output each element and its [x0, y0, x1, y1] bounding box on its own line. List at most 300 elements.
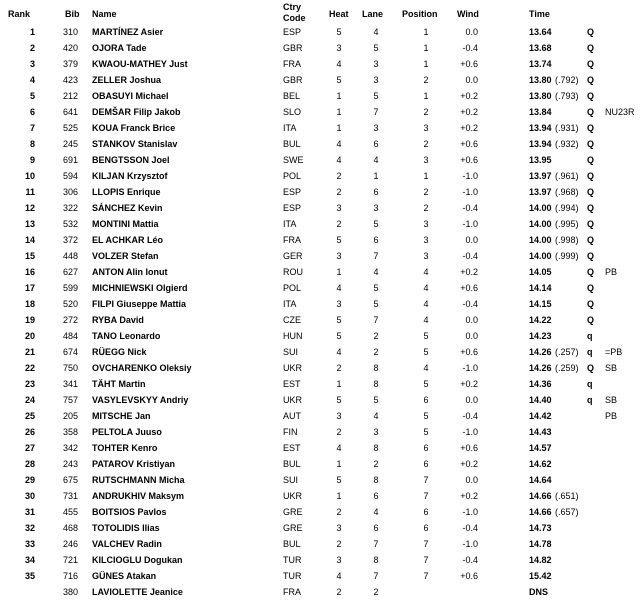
precise-time: (.994) [555, 203, 579, 213]
heat-cell: 5 [336, 315, 342, 325]
qualification-mark: q [587, 331, 593, 341]
heat-cell: 5 [336, 27, 342, 37]
qualification-mark: Q [587, 187, 595, 197]
heat-cell: 2 [336, 587, 342, 597]
header-ctry: Ctry [283, 2, 302, 12]
lane-cell: 3 [373, 59, 379, 69]
time-cell: 13.97 [529, 171, 552, 181]
position-cell: 3 [423, 155, 429, 165]
time-cell: 14.73 [529, 523, 552, 533]
heat-cell: 1 [336, 459, 342, 469]
rank-cell: 25 [24, 411, 35, 421]
bib-cell: 341 [62, 379, 78, 389]
country-code: SWE [283, 155, 304, 165]
athlete-name: SÁNCHEZ Kevin [92, 203, 163, 213]
position-cell: 6 [423, 395, 429, 405]
time-cell: 13.94 [529, 123, 552, 133]
wind-cell: +0.6 [460, 59, 478, 69]
rank-cell: 31 [24, 507, 35, 517]
bib-cell: 342 [62, 443, 78, 453]
time-cell: 14.42 [529, 411, 552, 421]
athlete-name: BENGTSSON Joel [92, 155, 170, 165]
athlete-name: GÜNES Atakan [92, 571, 157, 581]
country-code: CZE [283, 315, 301, 325]
precise-time: (.257) [555, 347, 579, 357]
position-cell: 5 [423, 427, 429, 437]
table-row [0, 41, 642, 57]
heat-cell: 3 [336, 523, 342, 533]
rank-cell: 30 [24, 491, 35, 501]
time-cell: 13.97 [529, 187, 552, 197]
athlete-name: VALCHEV Radin [92, 539, 162, 549]
record-mark: PB [605, 267, 618, 277]
rank-cell: 21 [24, 347, 35, 357]
rank-cell: 11 [25, 187, 35, 197]
country-code: ESP [283, 203, 302, 213]
heat-cell: 4 [336, 571, 342, 581]
country-code: TUR [283, 555, 302, 565]
bib-cell: 379 [62, 59, 78, 69]
rank-cell: 24 [24, 395, 35, 405]
rank-cell: 33 [24, 539, 35, 549]
heat-cell: 4 [336, 139, 342, 149]
table-row [0, 105, 642, 121]
rank-cell: 22 [24, 363, 35, 373]
rank-cell: 1 [29, 27, 35, 37]
table-row [0, 393, 642, 409]
heat-cell: 4 [336, 59, 342, 69]
position-cell: 1 [423, 91, 429, 101]
rank-cell: 27 [24, 443, 35, 453]
wind-cell: -0.4 [462, 43, 478, 53]
position-cell: 2 [423, 139, 429, 149]
qualification-mark: Q [587, 123, 595, 133]
rank-cell: 19 [24, 315, 35, 325]
table-row [0, 169, 642, 185]
table-row [0, 121, 642, 137]
qualification-mark: Q [587, 59, 595, 69]
heat-cell: 5 [336, 395, 342, 405]
time-cell: 15.42 [529, 571, 552, 581]
position-cell: 6 [423, 507, 429, 517]
time-cell: 13.84 [529, 107, 552, 117]
lane-cell: 2 [373, 347, 379, 357]
time-cell: 13.80 [529, 91, 552, 101]
precise-time: (.968) [555, 187, 579, 197]
precise-time: (.998) [555, 235, 579, 245]
wind-cell: +0.2 [460, 123, 478, 133]
bib-cell: 420 [62, 43, 78, 53]
heat-cell: 2 [336, 171, 342, 181]
results-table-body [0, 25, 642, 601]
wind-cell: -1.0 [462, 171, 478, 181]
rank-cell: 2 [29, 43, 35, 53]
wind-cell: -1.0 [462, 507, 478, 517]
wind-cell: -1.0 [462, 363, 478, 373]
rank-cell: 10 [24, 171, 35, 181]
position-cell: 7 [423, 491, 429, 501]
athlete-name: OBASUYI Michael [92, 91, 169, 101]
qualification-mark: Q [587, 75, 595, 85]
record-mark: SB [605, 395, 618, 405]
athlete-name: OVCHARENKO Oleksiy [92, 363, 192, 373]
position-cell: 2 [423, 203, 429, 213]
country-code: TUR [283, 571, 302, 581]
bib-cell: 423 [62, 75, 78, 85]
position-cell: 5 [423, 379, 429, 389]
rank-cell: 28 [24, 459, 35, 469]
bib-cell: 245 [62, 139, 78, 149]
qualification-mark: Q [587, 155, 595, 165]
athlete-name: TOHTER Kenro [92, 443, 158, 453]
country-code: BUL [283, 539, 301, 549]
athlete-name: KWAOU-MATHEY Just [92, 59, 188, 69]
wind-cell: +0.6 [460, 571, 478, 581]
qualification-mark: Q [587, 43, 595, 53]
lane-cell: 8 [373, 475, 379, 485]
header-code: Code [283, 13, 306, 23]
lane-cell: 3 [373, 427, 379, 437]
time-cell: 14.57 [529, 443, 552, 453]
time-cell: 14.26 [529, 347, 552, 357]
country-code: POL [283, 171, 302, 181]
wind-cell: +0.2 [460, 267, 478, 277]
heat-cell: 2 [336, 187, 342, 197]
heat-cell: 1 [336, 267, 342, 277]
position-cell: 6 [423, 523, 429, 533]
lane-cell: 4 [373, 411, 379, 421]
lane-cell: 5 [373, 91, 379, 101]
lane-cell: 8 [373, 363, 379, 373]
qualification-mark: Q [587, 107, 595, 117]
country-code: ITA [283, 123, 297, 133]
rank-cell: 4 [29, 75, 35, 85]
wind-cell: +0.2 [460, 107, 478, 117]
bib-cell: 322 [62, 203, 78, 213]
heat-cell: 1 [336, 107, 342, 117]
table-row [0, 457, 642, 473]
country-code: UKR [283, 395, 303, 405]
rank-cell: 12 [24, 203, 35, 213]
rank-cell: 5 [29, 91, 35, 101]
wind-cell: -1.0 [462, 427, 478, 437]
qualification-mark: Q [587, 219, 595, 229]
country-code: ROU [283, 267, 303, 277]
athlete-name: KOUA Franck Brice [92, 123, 176, 133]
athlete-name: LLOPIS Enrique [92, 187, 161, 197]
precise-time: (.995) [555, 219, 579, 229]
athlete-name: EL ACHKAR Léo [92, 235, 164, 245]
header-lane: Lane [362, 9, 384, 19]
lane-cell: 2 [373, 587, 379, 597]
lane-cell: 4 [373, 155, 379, 165]
rank-cell: 6 [29, 107, 35, 117]
bib-cell: 468 [62, 523, 78, 533]
precise-time: (.931) [555, 123, 579, 133]
heat-cell: 5 [336, 475, 342, 485]
rank-cell: 17 [24, 283, 35, 293]
athlete-name: MARTÍNEZ Asier [92, 27, 164, 37]
qualification-mark: Q [587, 171, 595, 181]
time-cell: 14.23 [529, 331, 552, 341]
precise-time: (.932) [555, 139, 579, 149]
position-cell: 2 [423, 107, 429, 117]
country-code: SLO [283, 107, 302, 117]
table-row [0, 521, 642, 537]
country-code: HUN [283, 331, 303, 341]
qualification-mark: Q [587, 299, 595, 309]
record-mark: SB [605, 363, 618, 373]
wind-cell: -1.0 [462, 539, 478, 549]
wind-cell: +0.6 [460, 139, 478, 149]
country-code: GBR [283, 75, 303, 85]
lane-cell: 7 [373, 315, 379, 325]
qualification-mark: Q [587, 27, 595, 37]
wind-cell: -0.4 [462, 523, 478, 533]
bib-cell: 691 [62, 155, 78, 165]
wind-cell: +0.6 [460, 443, 478, 453]
heat-cell: 2 [336, 219, 342, 229]
rank-cell: 3 [29, 59, 35, 69]
table-row [0, 201, 642, 217]
rank-cell: 23 [24, 379, 35, 389]
bib-cell: 205 [62, 411, 78, 421]
heat-cell: 3 [336, 555, 342, 565]
heat-cell: 5 [336, 75, 342, 85]
table-row [0, 73, 642, 89]
wind-cell: 0.0 [465, 27, 478, 37]
lane-cell: 6 [373, 235, 379, 245]
heat-cell: 5 [336, 235, 342, 245]
table-row [0, 553, 642, 569]
table-row [0, 249, 642, 265]
lane-cell: 5 [373, 299, 379, 309]
heat-cell: 4 [336, 155, 342, 165]
time-cell: 14.43 [529, 427, 552, 437]
header-bib: Bib [65, 9, 80, 19]
qualification-mark: Q [587, 363, 595, 373]
heat-cell: 4 [336, 443, 342, 453]
header-position: Position [402, 9, 438, 19]
table-row [0, 569, 642, 585]
lane-cell: 6 [373, 139, 379, 149]
wind-cell: 0.0 [465, 331, 478, 341]
qualification-mark: Q [587, 235, 595, 245]
athlete-name: LAVIOLETTE Jeanice [92, 587, 183, 597]
table-row [0, 489, 642, 505]
table-row [0, 537, 642, 553]
rank-cell: 34 [24, 555, 35, 565]
country-code: FIN [283, 427, 298, 437]
lane-cell: 5 [373, 219, 379, 229]
time-cell: 14.00 [529, 219, 552, 229]
country-code: SUI [283, 347, 299, 357]
country-code: GRE [283, 523, 303, 533]
heat-cell: 1 [336, 91, 342, 101]
lane-cell: 8 [373, 443, 379, 453]
lane-cell: 4 [373, 27, 379, 37]
country-code: BUL [283, 139, 301, 149]
time-cell: 14.82 [529, 555, 552, 565]
bib-cell: 532 [62, 219, 78, 229]
position-cell: 4 [423, 299, 429, 309]
record-mark: PB [605, 411, 618, 421]
heat-cell: 5 [336, 331, 342, 341]
athlete-name: PELTOLA Juuso [92, 427, 162, 437]
table-row [0, 297, 642, 313]
qualification-mark: q [587, 379, 593, 389]
lane-cell: 6 [373, 523, 379, 533]
position-cell: 3 [423, 219, 429, 229]
heat-cell: 3 [336, 203, 342, 213]
athlete-name: OJORA Tade [92, 43, 147, 53]
record-mark: NU23R [605, 107, 635, 117]
athlete-name: TÄHT Martin [92, 379, 146, 389]
wind-cell: -0.4 [462, 411, 478, 421]
rank-cell: 13 [24, 219, 35, 229]
bib-cell: 757 [62, 395, 78, 405]
country-code: ITA [283, 219, 297, 229]
table-row [0, 217, 642, 233]
athlete-name: ZELLER Joshua [92, 75, 162, 85]
time-cell: 14.00 [529, 203, 552, 213]
bib-cell: 306 [62, 187, 78, 197]
position-cell: 3 [423, 251, 429, 261]
rank-cell: 29 [24, 475, 35, 485]
rank-cell: 35 [24, 571, 35, 581]
position-cell: 3 [423, 123, 429, 133]
time-cell: 14.64 [529, 475, 552, 485]
time-cell: 14.66 [529, 507, 552, 517]
header-time: Time [529, 9, 550, 19]
table-header [0, 0, 642, 26]
table-row [0, 585, 642, 601]
lane-cell: 5 [373, 283, 379, 293]
position-cell: 4 [423, 283, 429, 293]
header-rank: Rank [8, 9, 31, 19]
qualification-mark: Q [587, 139, 595, 149]
heat-cell: 2 [336, 363, 342, 373]
lane-cell: 7 [373, 539, 379, 549]
lane-cell: 4 [373, 267, 379, 277]
precise-time: (.793) [555, 91, 579, 101]
rank-cell: 8 [29, 139, 35, 149]
country-code: GRE [283, 507, 303, 517]
precise-time: (.792) [555, 75, 579, 85]
wind-cell: -0.4 [462, 203, 478, 213]
position-cell: 7 [423, 475, 429, 485]
time-cell: 13.74 [529, 59, 552, 69]
country-code: ITA [283, 299, 297, 309]
lane-cell: 5 [373, 43, 379, 53]
heat-cell: 2 [336, 427, 342, 437]
wind-cell: +0.2 [460, 459, 478, 469]
precise-time: (.651) [555, 491, 579, 501]
time-cell: 14.62 [529, 459, 552, 469]
position-cell: 1 [423, 43, 429, 53]
qualification-mark: Q [587, 91, 595, 101]
athlete-name: DEMŠAR Filip Jakob [92, 107, 181, 117]
athlete-name: TOTOLIDIS Ilias [92, 523, 160, 533]
wind-cell: 0.0 [465, 315, 478, 325]
lane-cell: 8 [373, 555, 379, 565]
position-cell: 4 [423, 315, 429, 325]
wind-cell: -0.4 [462, 555, 478, 565]
bib-cell: 731 [62, 491, 78, 501]
bib-cell: 484 [62, 331, 78, 341]
time-cell: 14.00 [529, 235, 552, 245]
heat-cell: 3 [336, 411, 342, 421]
time-cell: 14.05 [529, 267, 552, 277]
table-row [0, 409, 642, 425]
athlete-name: ANTON Alin Ionut [92, 267, 168, 277]
qualification-mark: Q [587, 251, 595, 261]
lane-cell: 8 [373, 379, 379, 389]
precise-time: (.999) [555, 251, 579, 261]
country-code: POL [283, 283, 302, 293]
position-cell: 7 [423, 555, 429, 565]
rank-cell: 18 [24, 299, 35, 309]
table-row [0, 361, 642, 377]
qualification-mark: Q [587, 315, 595, 325]
position-cell: 2 [423, 75, 429, 85]
bib-cell: 358 [62, 427, 78, 437]
bib-cell: 594 [62, 171, 78, 181]
rank-cell: 26 [24, 427, 35, 437]
lane-cell: 2 [373, 459, 379, 469]
position-cell: 1 [423, 171, 429, 181]
table-row [0, 377, 642, 393]
table-row [0, 233, 642, 249]
table-row [0, 281, 642, 297]
rank-cell: 20 [24, 331, 35, 341]
bib-cell: 641 [62, 107, 78, 117]
qualification-mark: Q [587, 203, 595, 213]
wind-cell: +0.2 [460, 379, 478, 389]
lane-cell: 7 [373, 251, 379, 261]
lane-cell: 2 [373, 331, 379, 341]
athlete-name: RYBA David [92, 315, 144, 325]
time-cell: 14.22 [529, 315, 552, 325]
time-cell: DNS [529, 587, 549, 597]
wind-cell: -1.0 [462, 187, 478, 197]
wind-cell: +0.6 [460, 155, 478, 165]
table-row [0, 313, 642, 329]
heat-cell: 2 [336, 539, 342, 549]
country-code: FRA [283, 587, 301, 597]
time-cell: 14.40 [529, 395, 552, 405]
table-row [0, 185, 642, 201]
country-code: AUT [283, 411, 301, 421]
bib-cell: 716 [62, 571, 78, 581]
bib-cell: 246 [62, 539, 78, 549]
position-cell: 5 [423, 411, 429, 421]
country-code: GER [283, 251, 303, 261]
country-code: SUI [283, 475, 299, 485]
header-name: Name [92, 9, 117, 19]
table-row [0, 57, 642, 73]
header-wind: Wind [457, 9, 479, 19]
bib-cell: 380 [62, 587, 78, 597]
position-cell: 3 [423, 235, 429, 245]
athlete-name: RÜEGG Nick [92, 347, 147, 357]
bib-cell: 721 [62, 555, 78, 565]
precise-time: (.657) [555, 507, 579, 517]
bib-cell: 212 [62, 91, 78, 101]
time-cell: 14.14 [529, 283, 552, 293]
time-cell: 13.80 [529, 75, 552, 85]
athlete-name: KILJAN Krzysztof [92, 171, 168, 181]
